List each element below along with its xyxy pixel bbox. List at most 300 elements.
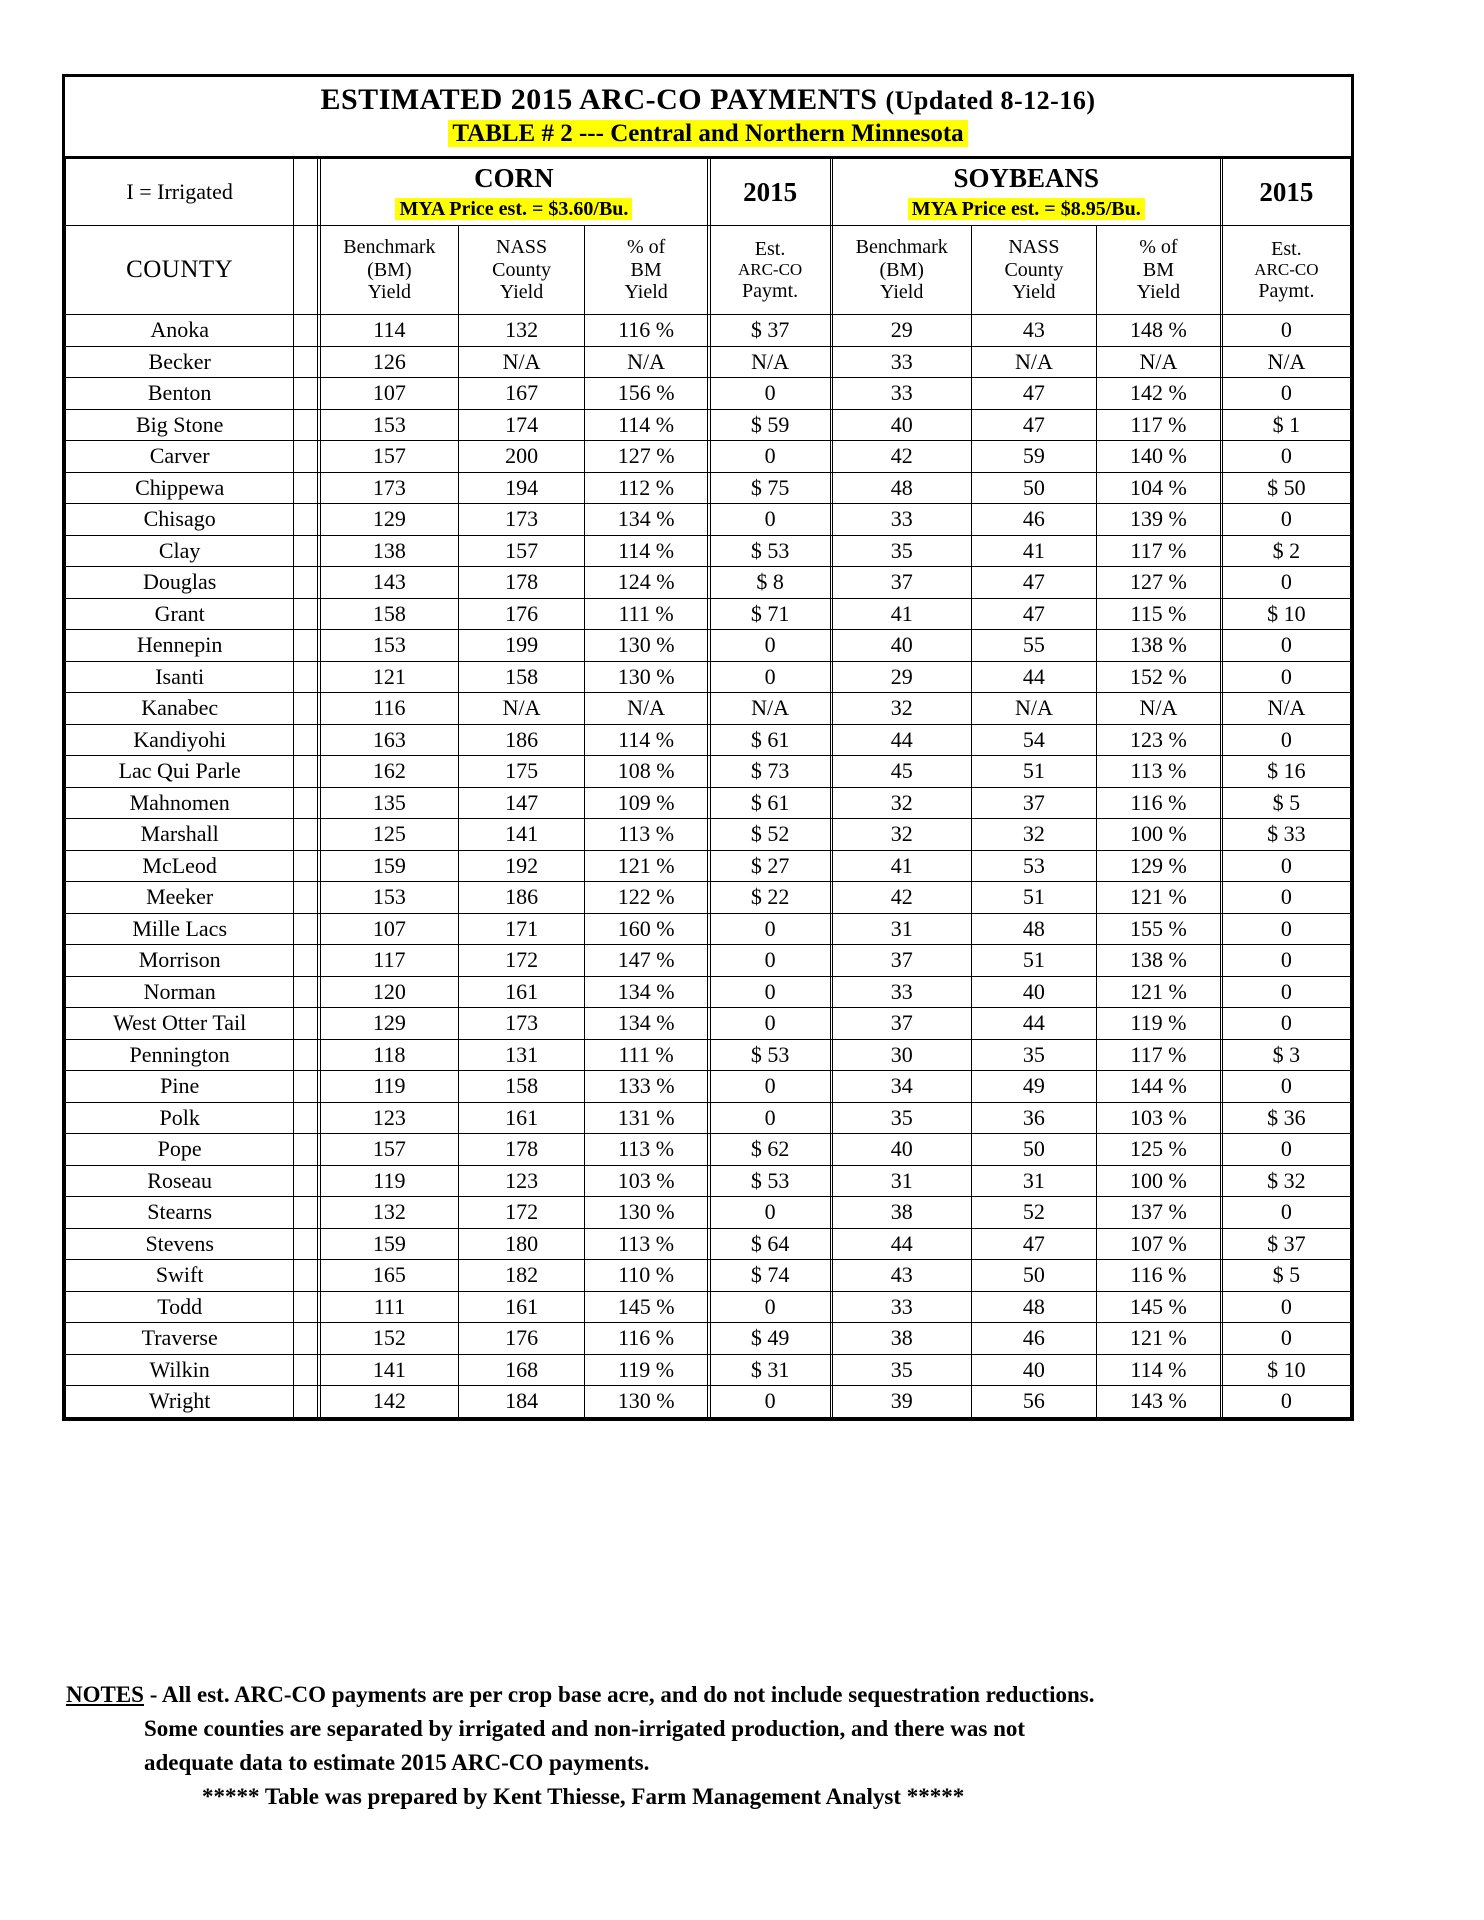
row-spacer-cell xyxy=(294,567,318,599)
cell-corn-pct-bm-yield: N/A xyxy=(584,346,707,378)
cell-corn-pct-bm-yield: 134 % xyxy=(584,504,707,536)
title-main-text: ESTIMATED 2015 ARC-CO PAYMENTS xyxy=(320,83,878,116)
cell-county: Isanti xyxy=(66,661,294,693)
corn-pct-line3: Yield xyxy=(624,281,668,304)
cell-soy-benchmark-yield: 33 xyxy=(832,976,971,1008)
cell-soy-est-arc-co-payment: 0 xyxy=(1222,504,1350,536)
cell-corn-benchmark-yield: 126 xyxy=(320,346,459,378)
cell-corn-benchmark-yield: 111 xyxy=(320,1291,459,1323)
cell-corn-benchmark-yield: 153 xyxy=(320,630,459,662)
cell-corn-est-arc-co-payment: $ 27 xyxy=(710,850,830,882)
cell-soy-est-arc-co-payment: $ 5 xyxy=(1222,787,1350,819)
cell-corn-nass-yield: 147 xyxy=(459,787,585,819)
cell-soy-nass-yield: 43 xyxy=(971,315,1097,347)
table-row xyxy=(66,724,1351,756)
cell-soy-benchmark-yield: 35 xyxy=(832,1354,971,1386)
cell-county: Lac Qui Parle xyxy=(66,756,294,788)
cell-soy-pct-bm-yield: 155 % xyxy=(1097,913,1220,945)
row-spacer-cell xyxy=(294,1260,318,1292)
cell-soy-pct-bm-yield: 107 % xyxy=(1097,1228,1220,1260)
cell-corn-benchmark-yield: 157 xyxy=(320,1134,459,1166)
soybeans-label: SOYBEANS xyxy=(953,163,1100,193)
payments-table xyxy=(65,77,1351,1418)
table-row xyxy=(66,913,1351,945)
cell-corn-nass-yield: 186 xyxy=(459,882,585,914)
table-row xyxy=(66,504,1351,536)
cell-county: Stearns xyxy=(66,1197,294,1229)
title-row xyxy=(66,77,1351,158)
cell-soy-benchmark-yield: 29 xyxy=(832,661,971,693)
cell-corn-nass-yield: 200 xyxy=(459,441,585,473)
cell-soy-nass-yield: 51 xyxy=(971,756,1097,788)
table-row xyxy=(66,819,1351,851)
column-header-corn-nass xyxy=(459,226,585,315)
cell-corn-pct-bm-yield: 103 % xyxy=(584,1165,707,1197)
cell-soy-nass-yield: 46 xyxy=(971,1323,1097,1355)
table-row xyxy=(66,661,1351,693)
cell-soy-est-arc-co-payment: 0 xyxy=(1222,945,1350,977)
cell-corn-nass-yield: 180 xyxy=(459,1228,585,1260)
corn-mya-price: MYA Price est. = $3.60/Bu. xyxy=(395,198,632,220)
cell-corn-nass-yield: 141 xyxy=(459,819,585,851)
cell-soy-nass-yield: 51 xyxy=(971,945,1097,977)
column-header-soy-pct xyxy=(1097,226,1220,315)
cell-soy-pct-bm-yield: 137 % xyxy=(1097,1197,1220,1229)
cell-county: Chisago xyxy=(66,504,294,536)
cell-soy-est-arc-co-payment: 0 xyxy=(1222,913,1350,945)
row-spacer-cell xyxy=(294,1008,318,1040)
table-row xyxy=(66,1165,1351,1197)
cell-soy-nass-yield: 37 xyxy=(971,787,1097,819)
cell-county: Chippewa xyxy=(66,472,294,504)
cell-soy-benchmark-yield: 41 xyxy=(832,850,971,882)
cell-soy-est-arc-co-payment: 0 xyxy=(1222,441,1350,473)
cell-soy-nass-yield: 50 xyxy=(971,1260,1097,1292)
cell-corn-pct-bm-yield: 108 % xyxy=(584,756,707,788)
table-row xyxy=(66,535,1351,567)
cell-soy-nass-yield: 49 xyxy=(971,1071,1097,1103)
cell-soy-pct-bm-yield: 142 % xyxy=(1097,378,1220,410)
cell-soy-nass-yield: 59 xyxy=(971,441,1097,473)
cell-corn-pct-bm-yield: 133 % xyxy=(584,1071,707,1103)
cell-corn-nass-yield: 173 xyxy=(459,504,585,536)
cell-soy-nass-yield: 47 xyxy=(971,409,1097,441)
cell-corn-benchmark-yield: 129 xyxy=(320,1008,459,1040)
table-row xyxy=(66,315,1351,347)
cell-county: Becker xyxy=(66,346,294,378)
cell-soy-nass-yield: N/A xyxy=(971,693,1097,725)
cell-corn-nass-yield: 182 xyxy=(459,1260,585,1292)
row-spacer-cell xyxy=(294,1354,318,1386)
cell-soy-est-arc-co-payment: $ 2 xyxy=(1222,535,1350,567)
column-header-corn-payment xyxy=(710,226,830,315)
cell-county: Carver xyxy=(66,441,294,473)
row-spacer-cell xyxy=(294,409,318,441)
cell-corn-nass-yield: 176 xyxy=(459,598,585,630)
column-header-soy-payment xyxy=(1222,226,1350,315)
cell-corn-pct-bm-yield: 111 % xyxy=(584,598,707,630)
corn-bm-line1: Benchmark xyxy=(343,236,436,259)
corn-label: CORN xyxy=(474,163,554,193)
column-header-corn-pct xyxy=(584,226,707,315)
cell-corn-nass-yield: 199 xyxy=(459,630,585,662)
cell-soy-benchmark-yield: 40 xyxy=(832,409,971,441)
cell-corn-nass-yield: 158 xyxy=(459,1071,585,1103)
column-header-soy-benchmark xyxy=(832,226,971,315)
cell-corn-nass-yield: 158 xyxy=(459,661,585,693)
cell-soy-benchmark-yield: 37 xyxy=(832,945,971,977)
cell-corn-nass-yield: 172 xyxy=(459,1197,585,1229)
cell-county: Mahnomen xyxy=(66,787,294,819)
cell-soy-benchmark-yield: 39 xyxy=(832,1386,971,1418)
cell-corn-nass-yield: 167 xyxy=(459,378,585,410)
row-spacer-cell xyxy=(294,1386,318,1418)
cell-soy-nass-yield: 40 xyxy=(971,976,1097,1008)
cell-soy-pct-bm-yield: 100 % xyxy=(1097,1165,1220,1197)
cell-soy-pct-bm-yield: 117 % xyxy=(1097,1039,1220,1071)
row-spacer-cell xyxy=(294,535,318,567)
table-row xyxy=(66,1197,1351,1229)
cell-soy-benchmark-yield: 34 xyxy=(832,1071,971,1103)
cell-corn-pct-bm-yield: 145 % xyxy=(584,1291,707,1323)
row-spacer-cell xyxy=(294,850,318,882)
cell-corn-benchmark-yield: 129 xyxy=(320,504,459,536)
cell-corn-pct-bm-yield: 122 % xyxy=(584,882,707,914)
cell-soy-nass-yield: 47 xyxy=(971,1228,1097,1260)
cell-corn-nass-yield: 168 xyxy=(459,1354,585,1386)
table-row xyxy=(66,1071,1351,1103)
cell-soy-pct-bm-yield: 116 % xyxy=(1097,1260,1220,1292)
cell-corn-nass-yield: 132 xyxy=(459,315,585,347)
cell-soy-benchmark-yield: 33 xyxy=(832,1291,971,1323)
cell-soy-est-arc-co-payment: $ 33 xyxy=(1222,819,1350,851)
row-spacer-cell xyxy=(294,1039,318,1071)
cell-soy-nass-yield: 48 xyxy=(971,1291,1097,1323)
cell-corn-nass-yield: N/A xyxy=(459,346,585,378)
cell-corn-est-arc-co-payment: N/A xyxy=(710,346,830,378)
table-row xyxy=(66,1260,1351,1292)
cell-corn-nass-yield: 171 xyxy=(459,913,585,945)
table-row xyxy=(66,1102,1351,1134)
row-spacer-cell xyxy=(294,441,318,473)
cell-county: Kandiyohi xyxy=(66,724,294,756)
title-updated-text: (Updated 8-12-16) xyxy=(885,86,1096,115)
cell-corn-est-arc-co-payment: $ 75 xyxy=(710,472,830,504)
cell-soy-pct-bm-yield: 138 % xyxy=(1097,630,1220,662)
table-body xyxy=(66,315,1351,1418)
cell-corn-benchmark-yield: 116 xyxy=(320,693,459,725)
corn-group-header xyxy=(320,158,708,226)
cell-corn-nass-yield: 161 xyxy=(459,1102,585,1134)
table-row xyxy=(66,882,1351,914)
corn-nass-line3: Yield xyxy=(499,281,544,304)
cell-soy-est-arc-co-payment: 0 xyxy=(1222,661,1350,693)
cell-corn-benchmark-yield: 153 xyxy=(320,882,459,914)
cell-corn-est-arc-co-payment: $ 22 xyxy=(710,882,830,914)
cell-corn-benchmark-yield: 138 xyxy=(320,535,459,567)
cell-soy-pct-bm-yield: 103 % xyxy=(1097,1102,1220,1134)
cell-county: Swift xyxy=(66,1260,294,1292)
cell-corn-pct-bm-yield: 130 % xyxy=(584,661,707,693)
soy-pay-line2: ARC-CO xyxy=(1254,260,1319,280)
cell-corn-est-arc-co-payment: $ 53 xyxy=(710,1039,830,1071)
cell-soy-pct-bm-yield: 152 % xyxy=(1097,661,1220,693)
cell-soy-nass-yield: 50 xyxy=(971,472,1097,504)
cell-corn-pct-bm-yield: 111 % xyxy=(584,1039,707,1071)
cell-corn-benchmark-yield: 119 xyxy=(320,1165,459,1197)
cell-corn-pct-bm-yield: 130 % xyxy=(584,1197,707,1229)
table-row xyxy=(66,346,1351,378)
cell-soy-nass-yield: 48 xyxy=(971,913,1097,945)
notes-line-1 xyxy=(62,1678,1392,1712)
cell-soy-benchmark-yield: 48 xyxy=(832,472,971,504)
cell-soy-pct-bm-yield: 121 % xyxy=(1097,976,1220,1008)
table-row xyxy=(66,787,1351,819)
row-spacer-cell xyxy=(294,1291,318,1323)
cell-soy-est-arc-co-payment: 0 xyxy=(1222,567,1350,599)
cell-corn-benchmark-yield: 118 xyxy=(320,1039,459,1071)
cell-corn-pct-bm-yield: 134 % xyxy=(584,976,707,1008)
cell-soy-pct-bm-yield: 119 % xyxy=(1097,1008,1220,1040)
cell-soy-benchmark-yield: 31 xyxy=(832,1165,971,1197)
corn-pct-line2: BM xyxy=(630,258,662,281)
cell-corn-nass-yield: 161 xyxy=(459,1291,585,1323)
cell-soy-est-arc-co-payment: $ 5 xyxy=(1222,1260,1350,1292)
cell-corn-benchmark-yield: 159 xyxy=(320,850,459,882)
soybeans-mya-price: MYA Price est. = $8.95/Bu. xyxy=(908,198,1145,220)
table-row xyxy=(66,630,1351,662)
cell-soy-pct-bm-yield: 138 % xyxy=(1097,945,1220,977)
row-spacer-cell xyxy=(294,693,318,725)
cell-corn-est-arc-co-payment: 0 xyxy=(710,976,830,1008)
cell-corn-nass-yield: 157 xyxy=(459,535,585,567)
cell-soy-benchmark-yield: 45 xyxy=(832,756,971,788)
column-header-soy-nass xyxy=(971,226,1097,315)
cell-corn-est-arc-co-payment: 0 xyxy=(710,378,830,410)
cell-county: Pope xyxy=(66,1134,294,1166)
cell-soy-benchmark-yield: 32 xyxy=(832,693,971,725)
cell-soy-nass-yield: 47 xyxy=(971,567,1097,599)
soy-pct-line1: % of xyxy=(1139,236,1178,259)
row-spacer-cell xyxy=(294,1165,318,1197)
cell-corn-nass-yield: 173 xyxy=(459,1008,585,1040)
cell-soy-est-arc-co-payment: 0 xyxy=(1222,850,1350,882)
cell-corn-pct-bm-yield: 130 % xyxy=(584,1386,707,1418)
cell-soy-benchmark-yield: 38 xyxy=(832,1197,971,1229)
cell-soy-est-arc-co-payment: $ 3 xyxy=(1222,1039,1350,1071)
cell-soy-nass-yield: 35 xyxy=(971,1039,1097,1071)
title-block xyxy=(66,77,1351,158)
cell-corn-benchmark-yield: 173 xyxy=(320,472,459,504)
cell-corn-benchmark-yield: 125 xyxy=(320,819,459,851)
cell-corn-est-arc-co-payment: 0 xyxy=(710,1008,830,1040)
row-spacer-cell xyxy=(294,819,318,851)
cell-corn-pct-bm-yield: 134 % xyxy=(584,1008,707,1040)
cell-corn-est-arc-co-payment: $ 71 xyxy=(710,598,830,630)
soy-pay-line3: Paymt. xyxy=(1258,279,1315,302)
cell-corn-pct-bm-yield: 116 % xyxy=(584,315,707,347)
cell-county: Douglas xyxy=(66,567,294,599)
cell-soy-pct-bm-yield: 127 % xyxy=(1097,567,1220,599)
cell-soy-est-arc-co-payment: 0 xyxy=(1222,724,1350,756)
cell-soy-nass-yield: 41 xyxy=(971,535,1097,567)
cell-soy-est-arc-co-payment: 0 xyxy=(1222,1008,1350,1040)
cell-corn-nass-yield: 123 xyxy=(459,1165,585,1197)
cell-soy-pct-bm-yield: 100 % xyxy=(1097,819,1220,851)
soy-pct-line2: BM xyxy=(1142,258,1174,281)
cell-corn-est-arc-co-payment: $ 31 xyxy=(710,1354,830,1386)
cell-soy-pct-bm-yield: N/A xyxy=(1097,693,1220,725)
arc-co-payments-table xyxy=(62,74,1354,1421)
cell-soy-est-arc-co-payment: N/A xyxy=(1222,346,1350,378)
cell-soy-nass-yield: 44 xyxy=(971,1008,1097,1040)
cell-county: Marshall xyxy=(66,819,294,851)
cell-soy-benchmark-yield: 40 xyxy=(832,1134,971,1166)
cell-soy-benchmark-yield: 43 xyxy=(832,1260,971,1292)
cell-soy-nass-yield: 54 xyxy=(971,724,1097,756)
cell-corn-est-arc-co-payment: $ 61 xyxy=(710,787,830,819)
cell-corn-est-arc-co-payment: $ 53 xyxy=(710,535,830,567)
cell-corn-pct-bm-yield: 121 % xyxy=(584,850,707,882)
cell-soy-benchmark-yield: 42 xyxy=(832,441,971,473)
cell-corn-est-arc-co-payment: $ 64 xyxy=(710,1228,830,1260)
corn-year-header: 2015 xyxy=(710,158,830,226)
soy-pct-line3: Yield xyxy=(1136,281,1181,304)
cell-soy-pct-bm-yield: 114 % xyxy=(1097,1354,1220,1386)
cell-soy-est-arc-co-payment: 0 xyxy=(1222,1071,1350,1103)
soybeans-year-header: 2015 xyxy=(1222,158,1350,226)
row-spacer-cell xyxy=(294,787,318,819)
cell-county: Meeker xyxy=(66,882,294,914)
cell-corn-benchmark-yield: 117 xyxy=(320,945,459,977)
row-spacer-cell xyxy=(294,1102,318,1134)
corn-nass-line2: County xyxy=(492,258,552,281)
cell-soy-nass-yield: 31 xyxy=(971,1165,1097,1197)
cell-soy-nass-yield: 40 xyxy=(971,1354,1097,1386)
cell-corn-pct-bm-yield: 119 % xyxy=(584,1354,707,1386)
soy-nass-line3: Yield xyxy=(1012,281,1056,304)
row-spacer-cell xyxy=(294,472,318,504)
column-header-county: COUNTY xyxy=(66,226,294,315)
cell-corn-benchmark-yield: 120 xyxy=(320,976,459,1008)
cell-corn-est-arc-co-payment: $ 73 xyxy=(710,756,830,788)
cell-soy-pct-bm-yield: 115 % xyxy=(1097,598,1220,630)
row-spacer-cell xyxy=(294,1071,318,1103)
cell-corn-est-arc-co-payment: 0 xyxy=(710,441,830,473)
cell-corn-benchmark-yield: 157 xyxy=(320,441,459,473)
row-spacer-cell xyxy=(294,378,318,410)
cell-soy-nass-yield: 56 xyxy=(971,1386,1097,1418)
table-row xyxy=(66,1134,1351,1166)
cell-corn-est-arc-co-payment: $ 74 xyxy=(710,1260,830,1292)
cell-soy-nass-yield: 47 xyxy=(971,378,1097,410)
table-row xyxy=(66,1008,1351,1040)
soy-bm-line2: (BM) xyxy=(879,258,924,281)
cell-soy-est-arc-co-payment: $ 36 xyxy=(1222,1102,1350,1134)
cell-soy-nass-yield: 47 xyxy=(971,598,1097,630)
cell-soy-benchmark-yield: 41 xyxy=(832,598,971,630)
cell-corn-nass-yield: 184 xyxy=(459,1386,585,1418)
table-row xyxy=(66,378,1351,410)
cell-corn-benchmark-yield: 135 xyxy=(320,787,459,819)
cell-corn-pct-bm-yield: 124 % xyxy=(584,567,707,599)
cell-county: Hennepin xyxy=(66,630,294,662)
group-header-row xyxy=(66,158,1351,226)
table-subtitle xyxy=(66,120,1351,148)
cell-corn-pct-bm-yield: 130 % xyxy=(584,630,707,662)
cell-soy-nass-yield: 36 xyxy=(971,1102,1097,1134)
cell-corn-pct-bm-yield: 109 % xyxy=(584,787,707,819)
cell-soy-benchmark-yield: 42 xyxy=(832,882,971,914)
cell-corn-nass-yield: 161 xyxy=(459,976,585,1008)
row-spacer-cell xyxy=(294,756,318,788)
cell-corn-est-arc-co-payment: $ 62 xyxy=(710,1134,830,1166)
cell-soy-pct-bm-yield: 143 % xyxy=(1097,1386,1220,1418)
cell-soy-pct-bm-yield: 121 % xyxy=(1097,882,1220,914)
cell-corn-nass-yield: 194 xyxy=(459,472,585,504)
cell-corn-benchmark-yield: 143 xyxy=(320,567,459,599)
soy-nass-line2: County xyxy=(1004,258,1064,281)
cell-county: Kanabec xyxy=(66,693,294,725)
row-spacer-cell xyxy=(294,976,318,1008)
cell-county: Morrison xyxy=(66,945,294,977)
cell-soy-est-arc-co-payment: 0 xyxy=(1222,1386,1350,1418)
cell-soy-est-arc-co-payment: 0 xyxy=(1222,882,1350,914)
cell-corn-pct-bm-yield: 160 % xyxy=(584,913,707,945)
notes-line-2: Some counties are separated by irrigated and non-irrigated production, and there was not xyxy=(144,1716,1026,1742)
row-spacer-cell xyxy=(294,315,318,347)
table-row xyxy=(66,693,1351,725)
cell-corn-est-arc-co-payment: $ 53 xyxy=(710,1165,830,1197)
cell-county: Wright xyxy=(66,1386,294,1418)
cell-county: Mille Lacs xyxy=(66,913,294,945)
row-spacer-cell xyxy=(294,346,318,378)
cell-corn-benchmark-yield: 142 xyxy=(320,1386,459,1418)
cell-soy-benchmark-yield: 38 xyxy=(832,1323,971,1355)
cell-corn-pct-bm-yield: 114 % xyxy=(584,409,707,441)
cell-corn-est-arc-co-payment: $ 37 xyxy=(710,315,830,347)
cell-corn-nass-yield: 192 xyxy=(459,850,585,882)
cell-corn-nass-yield: 186 xyxy=(459,724,585,756)
cell-corn-benchmark-yield: 107 xyxy=(320,378,459,410)
cell-soy-est-arc-co-payment: 0 xyxy=(1222,1291,1350,1323)
cell-soy-benchmark-yield: 37 xyxy=(832,1008,971,1040)
cell-soy-nass-yield: 44 xyxy=(971,661,1097,693)
cell-soy-est-arc-co-payment: $ 10 xyxy=(1222,598,1350,630)
cell-corn-benchmark-yield: 159 xyxy=(320,1228,459,1260)
corn-bm-line3: Yield xyxy=(367,281,412,304)
cell-county: Roseau xyxy=(66,1165,294,1197)
cell-soy-pct-bm-yield: 104 % xyxy=(1097,472,1220,504)
cell-soy-est-arc-co-payment: $ 10 xyxy=(1222,1354,1350,1386)
document-title xyxy=(66,83,1351,117)
cell-soy-est-arc-co-payment: $ 1 xyxy=(1222,409,1350,441)
cell-county: Norman xyxy=(66,976,294,1008)
table-row xyxy=(66,409,1351,441)
notes-line-4: ***** Table was prepared by Kent Thiesse, Farm Management Analyst ***** xyxy=(202,1784,965,1810)
cell-county: Traverse xyxy=(66,1323,294,1355)
cell-soy-benchmark-yield: 33 xyxy=(832,378,971,410)
cell-corn-est-arc-co-payment: 0 xyxy=(710,913,830,945)
cell-county: Todd xyxy=(66,1291,294,1323)
cell-corn-pct-bm-yield: 114 % xyxy=(584,724,707,756)
cell-corn-est-arc-co-payment: 0 xyxy=(710,1386,830,1418)
cell-soy-pct-bm-yield: 116 % xyxy=(1097,787,1220,819)
table-row xyxy=(66,1291,1351,1323)
cell-corn-pct-bm-yield: 114 % xyxy=(584,535,707,567)
notes-block xyxy=(62,1678,1392,1814)
cell-soy-nass-yield: N/A xyxy=(971,346,1097,378)
